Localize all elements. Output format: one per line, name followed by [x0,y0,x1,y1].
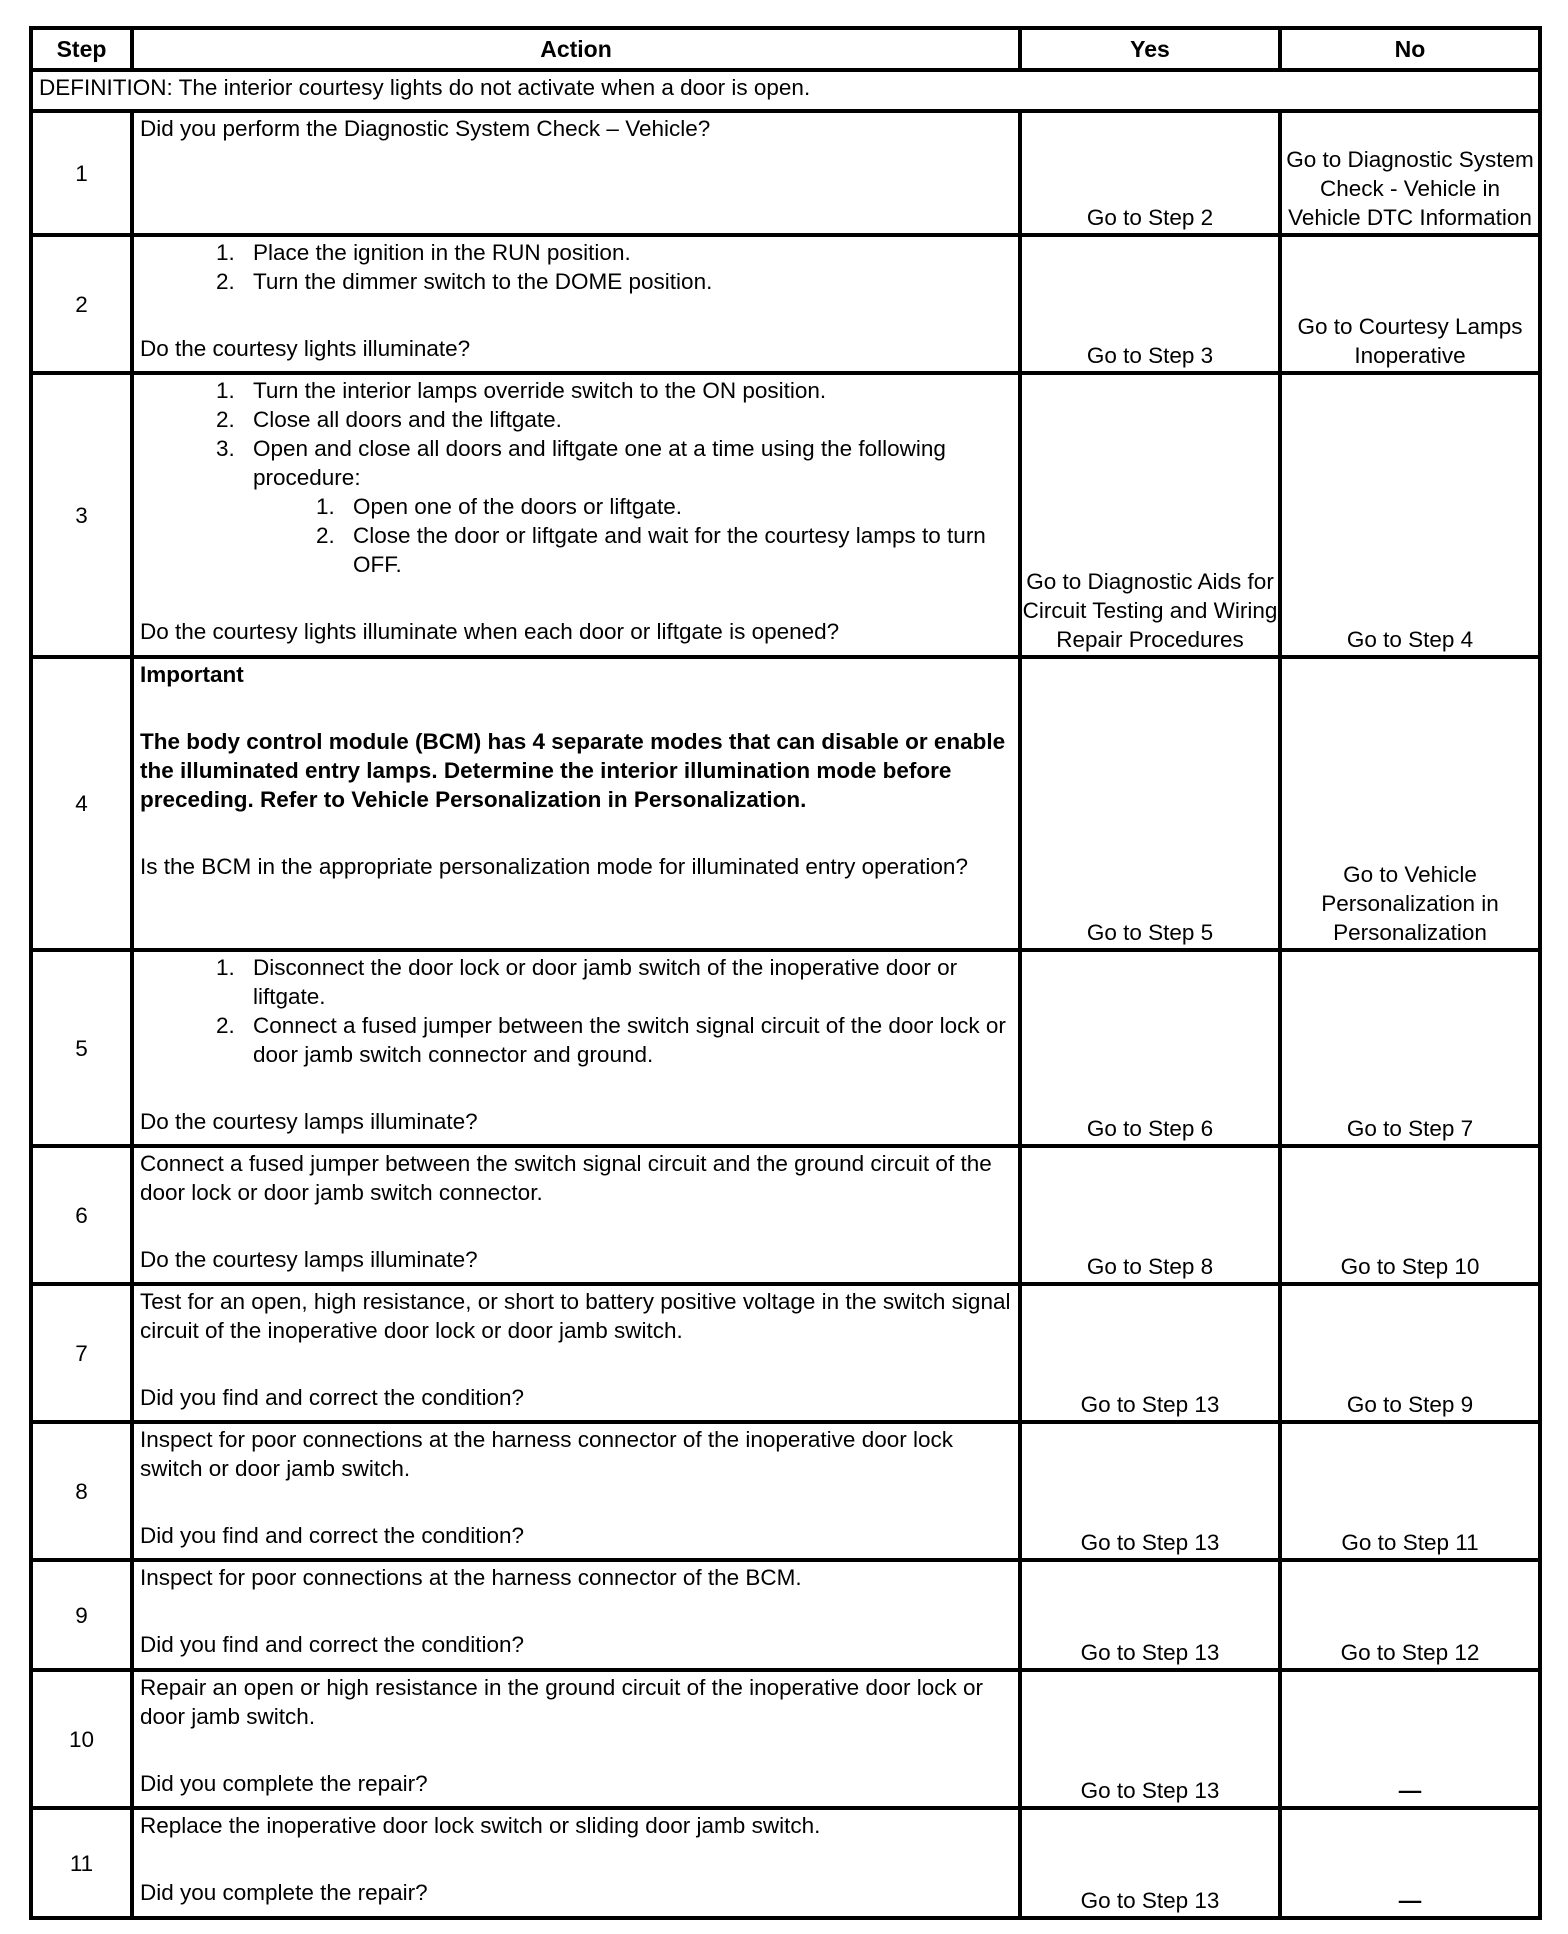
list-item: 2. Turn the dimmer switch to the DOME position. [241,267,1012,296]
yes-cell: Go to Step 6 [1020,950,1280,1146]
important-note: The body control module (BCM) has 4 separate modes that can disable or enable the illuminated entry lamps. Determine the interior illumination mode before preceding. Refer to Vehicle Personalization in Personalization. [140,729,1006,812]
action-cell [132,235,1020,373]
list-item: 2. Connect a fused jumper between the switch signal circuit of the door lock or door jamb switch connector and ground. [241,1011,1012,1069]
no-cell: Go to Step 7 [1280,950,1540,1146]
definition-row [31,70,1540,111]
step-text: Test for an open, high resistance, or short to battery positive voltage in the switch signal circuit of the inoperative door lock or door jamb switch. [140,1289,1011,1343]
yes-cell: Go to Step 13 [1020,1560,1280,1670]
yes-cell: Go to Step 3 [1020,235,1280,373]
step-list [140,953,1012,1069]
action-cell [132,1422,1020,1560]
list-item: 1. Disconnect the door lock or door jamb switch of the inoperative door or liftgate. [241,953,1012,1011]
no-cell: Go to Step 10 [1280,1146,1540,1284]
no-cell: Go to Vehicle Personalization in Personalization [1280,657,1540,950]
action-cell [132,1146,1020,1284]
sub-list [253,492,1012,579]
step-number: 6 [31,1146,132,1284]
step-number: 1 [31,111,132,235]
table-row [31,1146,1540,1284]
yes-cell: Go to Diagnostic Aids for Circuit Testing and Wiring Repair Procedures [1020,373,1280,657]
step-number: 8 [31,1422,132,1560]
header-yes: Yes [1020,28,1280,70]
table-row [31,1422,1540,1560]
table-row [31,111,1540,235]
action-cell [132,373,1020,657]
yes-cell: Go to Step 5 [1020,657,1280,950]
step-number: 2 [31,235,132,373]
step-list [140,238,1012,296]
step-number: 9 [31,1560,132,1670]
list-item: 2. Close all doors and the liftgate. [241,405,1012,434]
list-item: 1. Open one of the doors or liftgate. [341,492,1012,521]
definition-text: DEFINITION: The interior courtesy lights do not activate when a door is open. [31,70,1540,111]
step-number: 5 [31,950,132,1146]
step-question: Is the BCM in the appropriate personalization mode for illuminated entry operation? [140,854,968,879]
yes-cell: Go to Step 8 [1020,1146,1280,1284]
no-cell: — [1280,1808,1540,1918]
no-cell: Go to Step 4 [1280,373,1540,657]
yes-cell: Go to Step 13 [1020,1422,1280,1560]
no-cell: — [1280,1670,1540,1808]
table-row [31,1808,1540,1918]
step-text: Replace the inoperative door lock switch or sliding door jamb switch. [140,1813,821,1838]
step-number: 4 [31,657,132,950]
yes-cell: Go to Step 13 [1020,1808,1280,1918]
table-row [31,235,1540,373]
step-question: Did you find and correct the condition? [140,1523,524,1548]
yes-cell: Go to Step 13 [1020,1670,1280,1808]
table-row [31,657,1540,950]
action-cell [132,1808,1020,1918]
action-cell [132,950,1020,1146]
yes-cell: Go to Step 2 [1020,111,1280,235]
table-row [31,373,1540,657]
action-cell [132,1670,1020,1808]
step-text: Inspect for poor connections at the harness connector of the BCM. [140,1565,802,1590]
step-text: Repair an open or high resistance in the ground circuit of the inoperative door lock or door jamb switch. [140,1675,983,1729]
list-item: 1. Place the ignition in the RUN position. [241,238,1012,267]
action-cell [132,111,1020,235]
step-number: 3 [31,373,132,657]
step-list [140,376,1012,579]
list-item: 1. Turn the interior lamps override switch to the ON position. [241,376,1012,405]
step-question: Did you complete the repair? [140,1771,428,1796]
no-cell: Go to Step 11 [1280,1422,1540,1560]
step-question: Do the courtesy lamps illuminate? [140,1247,478,1272]
yes-cell: Go to Step 13 [1020,1284,1280,1422]
step-question: Did you perform the Diagnostic System Check – Vehicle? [140,116,711,141]
step-question: Do the courtesy lights illuminate? [140,336,471,361]
step-question: Did you complete the repair? [140,1880,428,1905]
step-number: 11 [31,1808,132,1918]
important-heading: Important [140,662,244,687]
step-question: Did you find and correct the condition? [140,1385,524,1410]
step-number: 10 [31,1670,132,1808]
step-question: Do the courtesy lamps illuminate? [140,1109,478,1134]
header-action: Action [132,28,1020,70]
table-row [31,950,1540,1146]
list-item: 2. Close the door or liftgate and wait for the courtesy lamps to turn OFF. [341,521,1012,579]
header-no: No [1280,28,1540,70]
step-number: 7 [31,1284,132,1422]
step-text: Connect a fused jumper between the switch signal circuit and the ground circuit of the door lock or door jamb switch connector. [140,1151,992,1205]
action-cell [132,1560,1020,1670]
table-row [31,1670,1540,1808]
no-cell: Go to Diagnostic System Check - Vehicle in Vehicle DTC Information [1280,111,1540,235]
table-row [31,1560,1540,1670]
step-question: Did you find and correct the condition? [140,1632,524,1657]
no-cell: Go to Step 9 [1280,1284,1540,1422]
table-row [31,1284,1540,1422]
no-cell: Go to Courtesy Lamps Inoperative [1280,235,1540,373]
diagnostic-table [29,26,1542,1920]
no-cell: Go to Step 12 [1280,1560,1540,1670]
header-step: Step [31,28,132,70]
list-item: 3. Open and close all doors and liftgate one at a time using the following procedure: 1. Open one of the doors or liftgate. 2. Close the door or liftgate and wait for the courtesy lamps to turn OFF. [241,434,1012,579]
action-cell [132,657,1020,950]
step-question: Do the courtesy lights illuminate when each door or liftgate is opened? [140,619,840,644]
action-cell [132,1284,1020,1422]
step-text: Inspect for poor connections at the harness connector of the inoperative door lock switch or door jamb switch. [140,1427,953,1481]
header-row [31,28,1540,70]
